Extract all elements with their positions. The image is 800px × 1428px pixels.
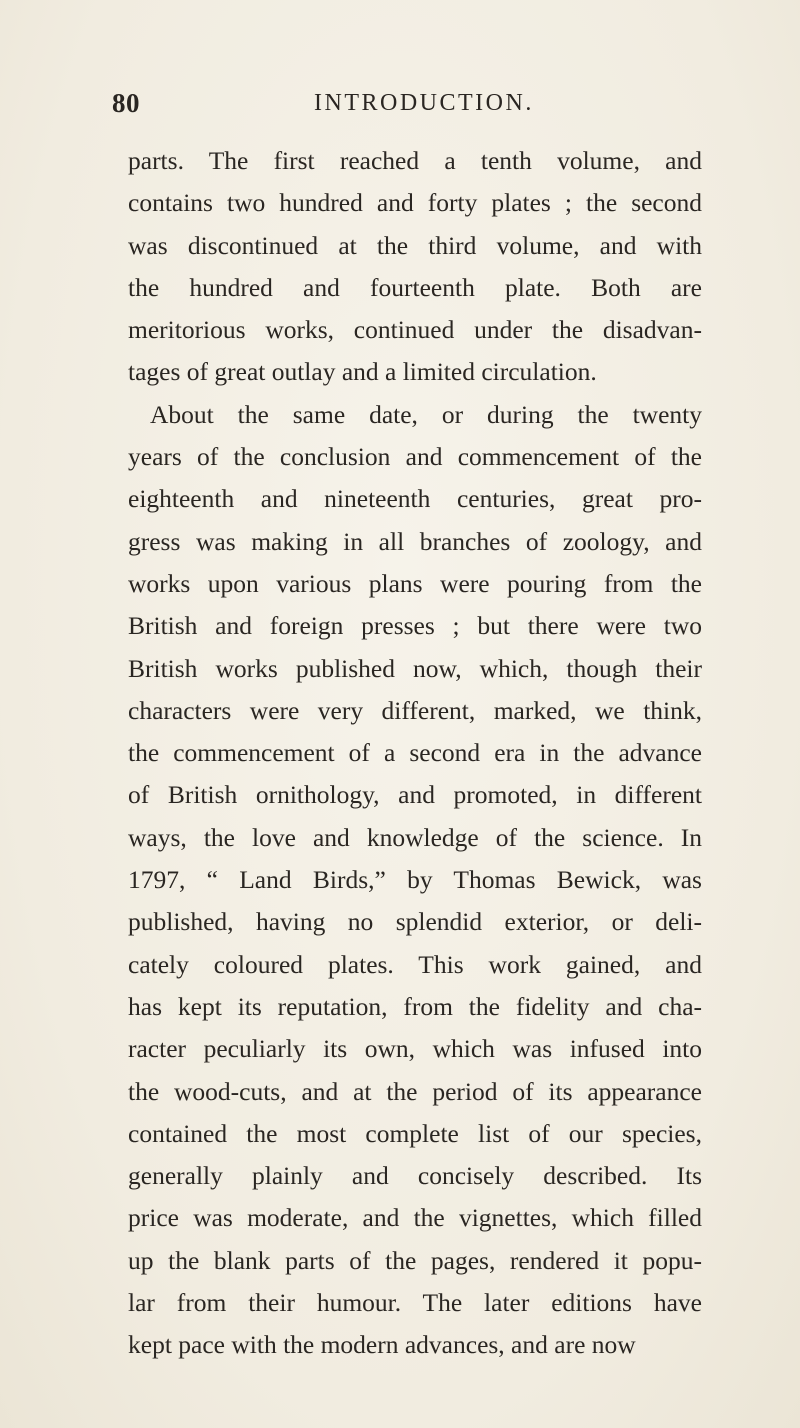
- running-head: INTRODUCTION.: [314, 90, 534, 116]
- text-line: British works published now, which, though their: [128, 653, 702, 683]
- text-line: the wood-cuts, and at the period of its appearance: [128, 1076, 702, 1106]
- text-line: was discontinued at the third volume, and with: [128, 230, 702, 260]
- text-line: About the same date, or during the twenty: [150, 399, 702, 429]
- text-line: contained the most complete list of our species,: [128, 1118, 702, 1148]
- text-line: published, having no splendid exterior, or deli-: [128, 907, 702, 937]
- text-line: racter peculiarly its own, which was infused into: [128, 1034, 702, 1064]
- text-line: years of the conclusion and commencement of the: [128, 442, 702, 472]
- text-line: contains two hundred and forty plates ; the second: [128, 188, 702, 218]
- text-line: ways, the love and knowledge of the science. In: [128, 822, 702, 852]
- body-text: [128, 140, 702, 1367]
- text-line: characters were very different, marked, we think,: [128, 695, 702, 725]
- text-line: cately coloured plates. This work gained, and: [128, 949, 702, 979]
- text-line: 1797, “ Land Birds,” by Thomas Bewick, was: [128, 865, 702, 895]
- text-line: kept pace with the modern advances, and are now: [128, 1330, 636, 1360]
- text-line: lar from their humour. The later editions have: [128, 1288, 702, 1318]
- text-line: eighteenth and nineteenth centuries, great pro-: [128, 484, 702, 514]
- text-line: tages of great outlay and a limited circulation.: [128, 357, 597, 387]
- page-number: 80: [112, 88, 140, 118]
- text-line: parts. The first reached a tenth volume, and: [128, 146, 702, 175]
- text-line: gress was making in all branches of zoology, and: [128, 526, 702, 556]
- text-line: up the blank parts of the pages, rendered it popu-: [128, 1245, 702, 1275]
- text-line: works upon various plans were pouring from the: [128, 568, 702, 598]
- text-line: the hundred and fourteenth plate. Both are: [128, 272, 702, 302]
- text-line: of British ornithology, and promoted, in different: [128, 780, 702, 810]
- text-line: price was moderate, and the vignettes, which filled: [128, 1203, 702, 1233]
- text-line: has kept its reputation, from the fidelity and cha-: [128, 991, 702, 1021]
- text-line: the commencement of a second era in the advance: [128, 738, 702, 768]
- text-line: meritorious works, continued under the disadvan-: [128, 315, 702, 345]
- page-header: [112, 88, 702, 128]
- text-line: generally plainly and concisely described. Its: [128, 1161, 702, 1191]
- text-line: British and foreign presses ; but there were two: [128, 611, 702, 641]
